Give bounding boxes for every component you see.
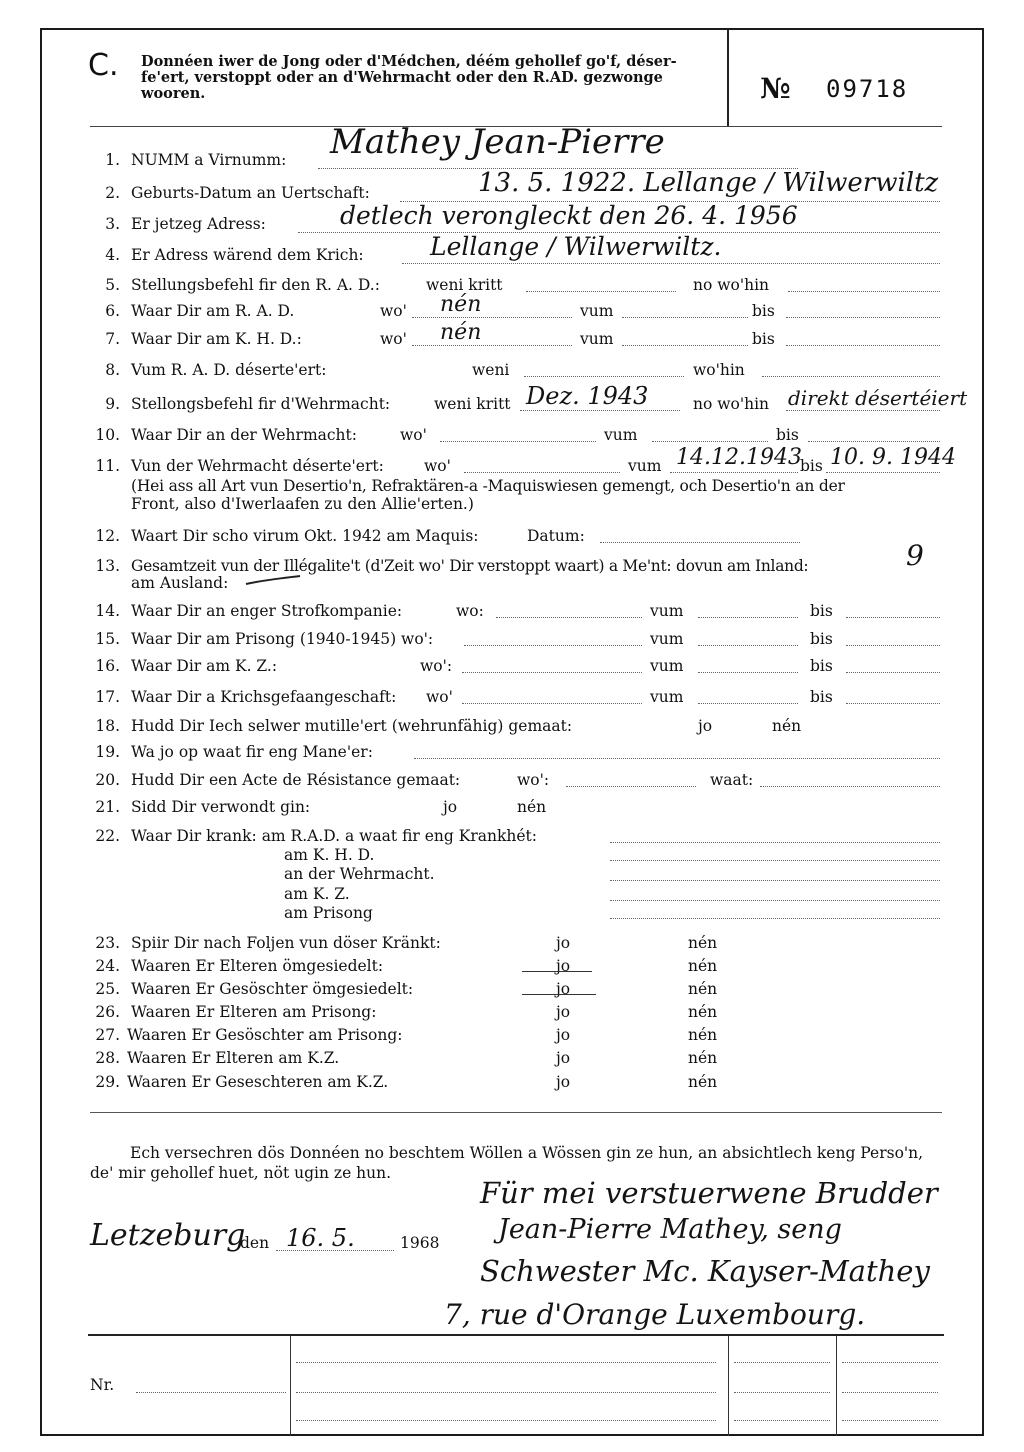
row-22-kz: am K. Z.	[284, 885, 350, 903]
jo-option: jo	[698, 717, 713, 735]
fill-line	[698, 617, 798, 618]
row-label: Vum R. A. D. déserte'ert:	[131, 361, 327, 379]
section-letter: C.	[88, 48, 119, 83]
row-28	[0, 1048, 1024, 1070]
row-9	[0, 382, 1024, 416]
fill-line	[462, 703, 642, 704]
signature-line-3: Schwester Mc. Kayser-Mathey	[480, 1254, 930, 1288]
vum-label: vum	[650, 688, 684, 706]
row-20	[0, 770, 1024, 792]
fill-line	[622, 345, 748, 346]
footer-nr-label: Nr.	[90, 1376, 115, 1394]
row-number: 21.	[95, 798, 120, 816]
wo-label: wo:	[456, 602, 484, 620]
vum-label: vum	[604, 426, 638, 444]
fill-line	[296, 1420, 716, 1421]
row-22-khd: am K. H. D.	[284, 846, 375, 864]
row-number: 11.	[95, 457, 120, 475]
wo-label: wo'	[426, 688, 453, 706]
fill-line	[846, 672, 940, 673]
row-number: 1.	[105, 151, 120, 169]
jo-option: jo	[556, 1026, 571, 1044]
wo-label: wo'	[424, 457, 451, 475]
bis-label: bis	[752, 302, 775, 320]
row-label: Wa jo op waat fir eng Mane'er:	[131, 743, 373, 761]
desertion-from-value: 14.12.1943	[676, 445, 802, 470]
nen-option: nén	[772, 717, 802, 735]
wo-label: wo'	[400, 426, 427, 444]
row-number: 18.	[95, 717, 120, 735]
row-label: Waar Dir am K. H. D.:	[131, 330, 302, 348]
fill-line	[842, 1420, 938, 1421]
fill-line	[846, 703, 940, 704]
row-12	[0, 526, 1024, 548]
fill-line	[412, 345, 572, 346]
jo-option: jo	[443, 798, 458, 816]
fill-line	[412, 317, 572, 318]
vum-label: vum	[650, 657, 684, 675]
wohin-label: no wo'hin	[693, 395, 770, 413]
row-4	[0, 232, 1024, 267]
bis-label: bis	[810, 688, 833, 706]
fill-line	[842, 1362, 938, 1363]
row-label: Waar Dir an enger Strofkompanie:	[131, 602, 403, 620]
fill-line	[136, 1392, 286, 1393]
fill-line	[652, 441, 768, 442]
fill-line	[734, 1392, 830, 1393]
section-title: Donnéen iwer de Jong oder d'Médchen, déém gehollef go'f, déser-fe'ert, verstoppt oder an d'Wehrmacht oder den R.AD. gezwonge wooren.	[141, 53, 677, 102]
row-label: Waaren Er Elteren ömgesiedelt:	[131, 957, 384, 975]
row-label: Er Adress wärend dem Krich:	[131, 246, 364, 264]
fill-line	[462, 672, 642, 673]
row-label: NUMM a Virnumm:	[131, 151, 287, 169]
row-number: 8.	[105, 361, 120, 379]
row-number: 10.	[95, 426, 120, 444]
footer-divider	[836, 1336, 837, 1436]
row-label: Waar Dir a Krichsgefaangeschaft:	[131, 688, 397, 706]
fill-line	[734, 1362, 830, 1363]
row-11-note-1: (Hei ass all Art vun Desertio'n, Refraktären-a -Maquiswiesen gemengt, och Desertio'n an der	[131, 477, 845, 495]
row-label: Hudd Dir een Acte de Résistance gemaat:	[131, 771, 461, 789]
jo-option: jo	[556, 1003, 571, 1021]
vum-label: vum	[580, 330, 614, 348]
form-number: 09718	[826, 75, 909, 103]
row-6	[0, 292, 1024, 323]
row-label: Er jetzeg Adress:	[131, 215, 266, 233]
datum-label: Datum:	[527, 527, 585, 545]
fill-line	[526, 291, 676, 292]
row-29	[0, 1072, 1024, 1094]
fill-line	[786, 410, 940, 411]
fill-line	[670, 472, 798, 473]
fill-line	[600, 542, 800, 543]
row-number: 13.	[95, 557, 120, 575]
fill-line	[610, 918, 940, 919]
fill-line	[296, 1362, 716, 1363]
row-number: 24.	[95, 957, 120, 975]
fill-line	[734, 1420, 830, 1421]
fill-line	[610, 900, 940, 901]
wehrmacht-order-value: Dez. 1943	[526, 382, 649, 410]
vum-label: vum	[650, 602, 684, 620]
row-number: 2.	[105, 184, 120, 202]
nen-option: nén	[688, 1049, 718, 1067]
row-21	[0, 797, 1024, 819]
footer-divider	[728, 1336, 729, 1436]
row-number: 16.	[95, 657, 120, 675]
ausland-dash	[244, 572, 304, 588]
desertion-to-value: 10. 9. 1944	[830, 445, 956, 470]
row-number: 15.	[95, 630, 120, 648]
row-5	[0, 275, 1024, 297]
header-separator	[727, 30, 729, 126]
declaration-separator	[90, 1112, 942, 1113]
signature-date: 16. 5.	[286, 1224, 355, 1252]
nen-option: nén	[688, 1026, 718, 1044]
bis-label: bis	[752, 330, 775, 348]
fill-line	[622, 317, 748, 318]
jo-option-selected: jo	[556, 957, 571, 975]
bis-label: bis	[810, 630, 833, 648]
row-22-wehrmacht: an der Wehrmacht.	[284, 865, 435, 883]
row-25	[0, 979, 1024, 1001]
fill-line	[846, 645, 940, 646]
row-14	[0, 601, 1024, 623]
fill-line	[464, 472, 620, 473]
bis-label: bis	[776, 426, 799, 444]
row-number: 25.	[95, 980, 120, 998]
inland-months-value: 9	[906, 539, 924, 572]
wo-label: wo'	[380, 302, 407, 320]
fill-line	[760, 786, 940, 787]
row-number: 28.	[95, 1049, 120, 1067]
fill-line	[440, 441, 596, 442]
khd-value: nén	[440, 320, 482, 345]
nen-option: nén	[688, 980, 718, 998]
row-label: Gesamtzeit vun der Illégalite't (d'Zeit wo' Dir verstoppt waart) a Me'nt: dovun am Inland:	[131, 557, 809, 575]
row-label: Waar Dir am K. Z.:	[131, 657, 278, 675]
jo-option: jo	[556, 1049, 571, 1067]
weni-label: weni	[472, 361, 510, 379]
fill-line	[610, 880, 940, 881]
nen-option: nén	[688, 1003, 718, 1021]
row-number: 26.	[95, 1003, 120, 1021]
row-number: 3.	[105, 215, 120, 233]
row-label: Waar Dir an der Wehrmacht:	[131, 426, 357, 444]
fill-line	[698, 703, 798, 704]
waat-label: waat:	[710, 771, 754, 789]
fill-line	[566, 786, 696, 787]
address-value: detlech verongleckt den 26. 4. 1956	[340, 201, 798, 230]
vum-label: vum	[650, 630, 684, 648]
fill-line	[520, 410, 680, 411]
fill-line	[610, 860, 940, 861]
row-17	[0, 687, 1024, 709]
row-label: Waaren Er Elteren am K.Z.	[127, 1049, 340, 1067]
jo-underline	[522, 971, 592, 972]
signature-line-4: 7, rue d'Orange Luxembourg.	[444, 1298, 866, 1331]
wo-label: wo':	[420, 657, 453, 675]
row-18	[0, 716, 1024, 738]
nen-option: nén	[688, 934, 718, 952]
row-15	[0, 629, 1024, 651]
row-11	[0, 445, 1024, 478]
fill-line	[414, 758, 940, 759]
fill-line	[846, 617, 940, 618]
row-label: Hudd Dir Iech selwer mutille'ert (wehrunfähig) gemaat:	[131, 717, 573, 735]
row-label: Waar Dir am Prisong (1940-1945) wo':	[131, 630, 434, 648]
fill-line	[402, 263, 940, 264]
row-22-prisong: am Prisong	[284, 904, 373, 922]
row-number: 4.	[105, 246, 120, 264]
row-label: Waaren Er Gesöschter ömgesiedelt:	[131, 980, 414, 998]
row-label: Sidd Dir verwondt gin:	[131, 798, 311, 816]
fill-line	[788, 291, 940, 292]
bis-label: bis	[810, 657, 833, 675]
row-22	[0, 826, 1024, 848]
name-value: Mathey Jean-Pierre	[330, 122, 665, 162]
fill-line	[524, 376, 684, 377]
row-number: 20.	[95, 771, 120, 789]
row-label: Waar Dir am R. A. D.	[131, 302, 295, 320]
row-label: Waaren Er Gesöschter am Prisong:	[127, 1026, 403, 1044]
signature-line-1: Für mei verstuerwene Brudder	[480, 1176, 938, 1210]
row-27	[0, 1025, 1024, 1047]
row-7	[0, 320, 1024, 351]
rad-value: nén	[440, 292, 482, 317]
nen-option: nén	[688, 1073, 718, 1091]
wo-label: wo':	[517, 771, 550, 789]
footer-rule	[88, 1334, 944, 1336]
row-label: Waaren Er Elteren am Prisong:	[131, 1003, 377, 1021]
fill-line	[786, 345, 940, 346]
row-number: 27.	[95, 1026, 120, 1044]
row-11-note-2: Front, also d'Iwerlaafen zu den Allie'erten.)	[131, 495, 474, 513]
wohin-label: no wo'hin	[693, 276, 770, 294]
signature-year: 1968	[400, 1234, 440, 1252]
row-number: 6.	[105, 302, 120, 320]
row-label: Spiir Dir nach Foljen vun döser Kränkt:	[131, 934, 441, 952]
row-26	[0, 1002, 1024, 1024]
row-23	[0, 933, 1024, 955]
row-10	[0, 425, 1024, 447]
jo-underline	[522, 994, 596, 995]
row-number: 12.	[95, 527, 120, 545]
footer-divider	[290, 1336, 291, 1436]
den-label: den	[240, 1234, 270, 1252]
fill-line	[808, 441, 940, 442]
row-number: 23.	[95, 934, 120, 952]
row-number: 22.	[95, 827, 120, 845]
jo-option: jo	[556, 1073, 571, 1091]
jo-option: jo	[556, 934, 571, 952]
row-number: 29.	[95, 1073, 120, 1091]
war-address-value: Lellange / Wilwerwiltz.	[430, 232, 722, 261]
bis-label: bis	[800, 457, 823, 475]
number-sign: №	[760, 72, 791, 105]
fill-line	[698, 672, 798, 673]
row-19	[0, 742, 1024, 764]
birth-value: 13. 5. 1922. Lellange / Wilwerwiltz	[478, 168, 939, 198]
jo-option-selected: jo	[556, 980, 571, 998]
fill-line	[296, 1392, 716, 1393]
row-number: 9.	[105, 395, 120, 413]
row-number: 5.	[105, 276, 120, 294]
row-16	[0, 656, 1024, 678]
vum-label: vum	[628, 457, 662, 475]
row-label: Waar Dir krank: am R.A.D. a waat fir eng Krankhét:	[131, 827, 537, 845]
fill-line	[698, 645, 798, 646]
row-label: Geburts-Datum an Uertschaft:	[131, 184, 370, 202]
fill-line	[610, 842, 940, 843]
weni-label: weni kritt	[434, 395, 511, 413]
fill-line	[762, 376, 940, 377]
row-label: Vun der Wehrmacht déserte'ert:	[131, 457, 384, 475]
wohin-label: wo'hin	[693, 361, 745, 379]
row-number: 7.	[105, 330, 120, 348]
row-label: Stellungsbefehl fir den R. A. D.:	[131, 276, 380, 294]
fill-line	[464, 645, 642, 646]
fill-line	[842, 1392, 938, 1393]
row-number: 17.	[95, 688, 120, 706]
fill-line	[496, 617, 642, 618]
row-label: Stellongsbefehl fir d'Wehrmacht:	[131, 395, 391, 413]
nen-option: nén	[688, 957, 718, 975]
row-number: 19.	[95, 743, 120, 761]
nen-option: nén	[517, 798, 547, 816]
declaration-text: Ech versechren dös Donnéen no beschtem Wöllen a Wössen gin ze hun, an absichtlech keng Perso'n, de' mir gehollef huet, nöt ugin ze hun.	[90, 1144, 924, 1182]
signature-place: Letzeburg	[90, 1218, 246, 1253]
fill-line	[826, 472, 940, 473]
row-number: 14.	[95, 602, 120, 620]
row-label: Waart Dir scho virum Okt. 1942 am Maquis:	[131, 527, 479, 545]
row-8	[0, 360, 1024, 382]
row-13-ausland: am Ausland:	[131, 574, 229, 592]
signature-line-2: Jean-Pierre Mathey, seng	[498, 1214, 842, 1245]
weni-label: weni kritt	[426, 276, 503, 294]
wo-label: wo'	[380, 330, 407, 348]
row-label: Waaren Er Geseschteren am K.Z.	[127, 1073, 389, 1091]
row-24	[0, 956, 1024, 978]
bis-label: bis	[810, 602, 833, 620]
vum-label: vum	[580, 302, 614, 320]
fill-line	[786, 317, 940, 318]
wehrmacht-destination-value: direkt désertéiert	[788, 386, 968, 410]
